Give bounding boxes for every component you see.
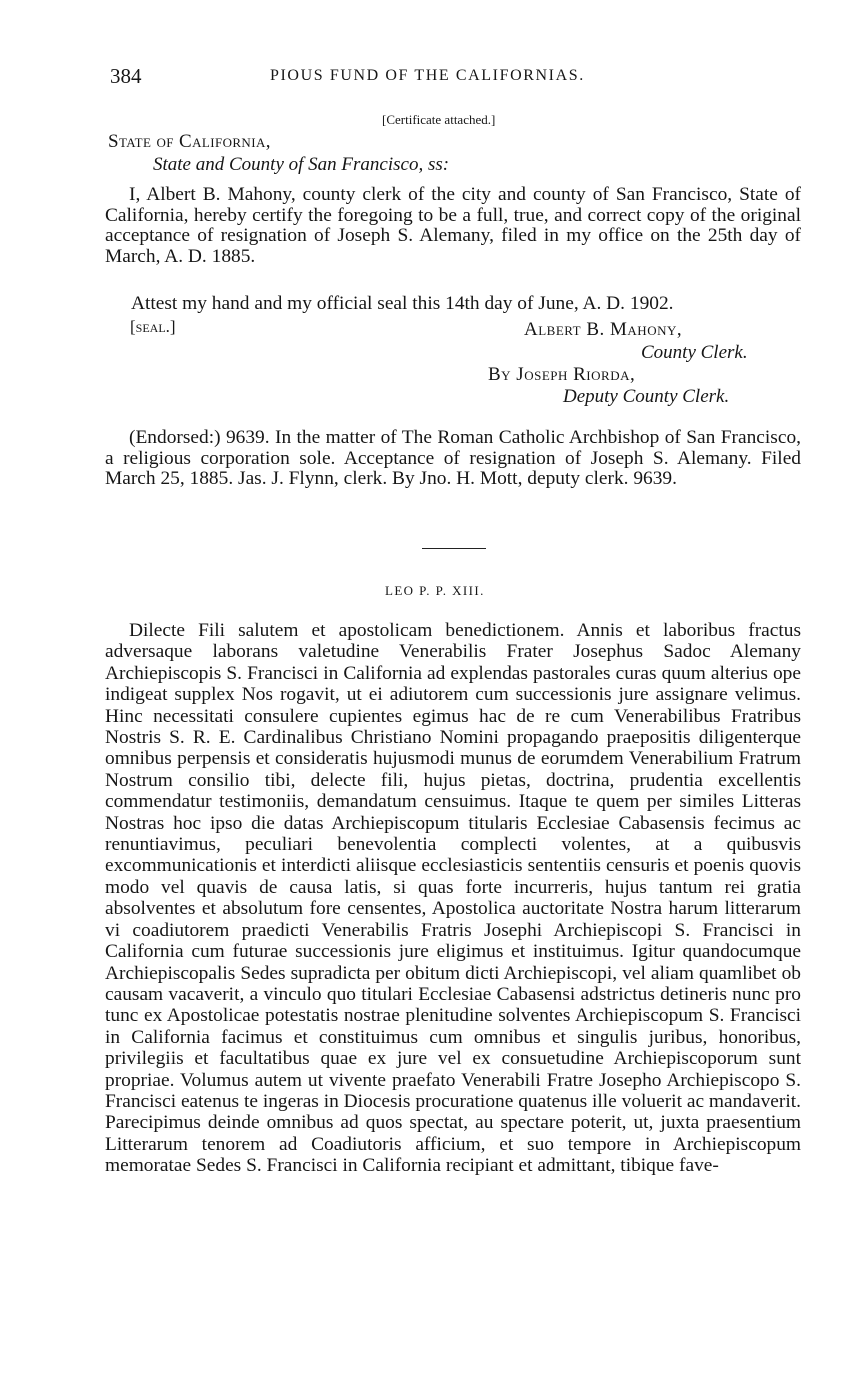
deputy-signature: By Joseph Riorda, — [488, 364, 636, 385]
certificate-note: [Certificate attached.] — [382, 112, 496, 127]
deputy-title: Deputy County Clerk. — [563, 386, 730, 407]
venue-state: State of California, — [108, 131, 271, 152]
certification-paragraph: I, Albert B. Mahony, county clerk of the city and county of San Francisco, State of California, hereby certify the foregoing to be a full, true, and correct copy of the original acceptance of resignation of Joseph S. Alemany, filed in my office on the 25th day of March, A. D. 1885. — [105, 184, 801, 267]
venue-county: State and County of San Francisco, ss: — [153, 154, 450, 175]
page-number: 384 — [110, 64, 142, 88]
clerk-title: County Clerk. — [641, 342, 748, 363]
page-header — [110, 64, 800, 94]
clerk-signature: Albert B. Mahony, — [524, 319, 683, 340]
seal-mark: [seal.] — [130, 317, 176, 336]
running-title: PIOUS FUND OF THE CALIFORNIAS. — [270, 67, 585, 84]
papal-brief-text: Dilecte Fili salutem et apostolicam benedictionem. Annis et laboribus fractus adversaque laborans valetudine Venerabilis Frater Josephus Sadoc Alemany Archiepiscopis S. Francisci in California ad explendas pastorales curas quum alterius ope indigeat supplex Nos rogavit, ut ei adiutorem cum successionis jure assignare velimus. Hinc necessitati consulere cupientes egimus hac de re cum Venerabilibus Fratribus Nostris S. R. E. Cardinalibus Christiano Nomini propagando praepositis diligenterque omnibus perpensis et consideratis hujusmodi munus de eorumdem Venerabilium Fratrum Nostrum consilio tibi, delecte fili, hujus pietas, doctrina, prudentia excellentis commendatur testimoniis, demandatum censuimus. Itaque te quem per similes Litteras Nostras hoc ipso die datas Archiepiscopum titularis Ecclesiae Cabasensis fecimus ac renuntiavimus, peculiari benevolentia complecti volentes, at a quibusvis excommunicationis et interdicti aliisque ecclesiasticis sententiis censuris et poenis quovis modo vel quavis de causa latis, si quas forte incurreris, hujus tantum rei gratia absolventes et absolutum fore censentes, Apostolica auctoritate Nostra harum litterarum vi coadiutorem praedicti Venerabilis Fratris Josephi Archiepiscopi S. Francisci in California cum futurae successionis jure eligimus et instituimus. Igitur quandocumque Archiepiscopalis Sedes supradicta per obitum dicti Archiepiscopi, vel aliam quamlibet ob causam vacaverit, a vinculo quo titulari Ecclesiae Cabasensi adstrictus detineris nunc pro tunc ex Apostolicae potestatis nostrae plenitudine solventes Archiepiscopum S. Francisci in California facimus et constituimus cum omnibus et singulis juribus, honoribus, privilegiis et facultatibus quae ex jure vel ex consuetudine Archiepiscoporum sunt propriae. Volumus autem ut vivente praefato Venerabili Fratre Josepho Archiepiscopo S. Francisci eatenus te ingeras in Diocesis procuratione quatenus ille voluerit ac mandaverit. Parecipimus deinde omnibus ad quos spectat, au spectare poterit, ut, juxta praesentium Litterarum tenorem ad Coadiutoris afficium, et suo tempore in Archiepiscopum memoratae Sedes S. Francisci in California recipiant et admittant, tibique fave- — [105, 620, 801, 1177]
attestation-line: Attest my hand and my official seal this 14th day of June, A. D. 1902. — [131, 293, 674, 314]
section-divider — [422, 548, 486, 549]
endorsement-paragraph: (Endorsed:) 9639. In the matter of The Roman Catholic Archbishop of San Francisco, a religious corporation sole. Acceptance of resignation of Joseph S. Alemany. Filed March 25, 1885. Jas. J. Flynn, clerk. By Jno. H. Mott, deputy clerk. 9639. — [105, 427, 801, 490]
section-title: LEO P. P. XIII. — [385, 583, 485, 598]
